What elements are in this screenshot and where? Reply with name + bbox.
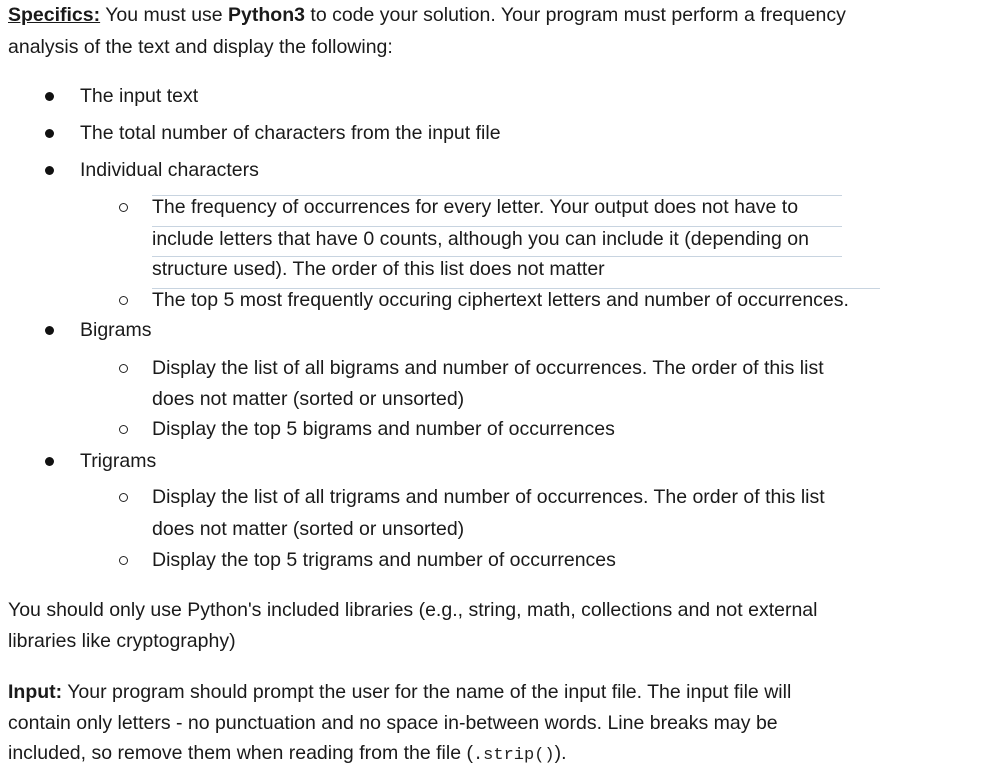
input-line-1	[8, 678, 791, 706]
sub-bullet-circle	[119, 296, 128, 305]
trigrams-sub1-line1: Display the list of all trigrams and number of occurrences. The order of this list	[152, 486, 825, 508]
trigrams-sub1-line2: does not matter (sorted or unsorted)	[152, 518, 465, 540]
specifics-line-1	[8, 1, 846, 29]
sub-bullet-circle	[119, 364, 128, 373]
bullet-trigrams: Trigrams	[80, 450, 157, 472]
sub-bullet-circle	[119, 556, 128, 565]
input-line3-end: ).	[554, 742, 567, 764]
sub-bullet-circle	[119, 493, 128, 502]
trigrams-sub2: Display the top 5 trigrams and number of occurrences	[152, 549, 616, 571]
bigrams-sub1-line2: does not matter (sorted or unsorted)	[152, 388, 465, 410]
strip-code: .strip()	[472, 746, 555, 765]
bullet-dot	[45, 129, 54, 138]
bullet-bigrams: Bigrams	[80, 319, 152, 341]
sub-bullet-circle	[119, 203, 128, 212]
specifics-heading: Specifics:	[8, 4, 101, 26]
input-heading: Input:	[8, 681, 63, 703]
bullet-dot	[45, 326, 54, 335]
python3-label: Python3	[228, 4, 305, 26]
libraries-line-2: libraries like cryptography)	[8, 630, 236, 652]
individual-sub2: The top 5 most frequently occuring ciphertext letters and number of occurrences.	[152, 289, 849, 311]
individual-sub1-line1: The frequency of occurrences for every letter. Your output does not have to	[152, 196, 799, 218]
sub-bullet-circle	[119, 425, 128, 434]
bullet-input-text: The input text	[80, 85, 199, 107]
individual-sub1-line2: include letters that have 0 counts, although you can include it (depending on	[152, 228, 809, 250]
specifics-intro-part2: to code your solution. Your program must perform a frequency	[304, 4, 846, 26]
bullet-dot	[45, 166, 54, 175]
individual-sub1-line3: structure used). The order of this list does not matter	[152, 258, 605, 280]
specifics-line-2: analysis of the text and display the following:	[8, 36, 393, 58]
bullet-dot	[45, 92, 54, 101]
libraries-line-1: You should only use Python's included libraries (e.g., string, math, collections and not external	[8, 599, 818, 621]
input-line-2: contain only letters - no punctuation and no space in-between words. Line breaks may be	[8, 712, 778, 734]
bigrams-sub1-line1: Display the list of all bigrams and number of occurrences. The order of this list	[152, 357, 824, 379]
input-line-3	[8, 739, 567, 770]
bullet-dot	[45, 457, 54, 466]
input-line1-rest: Your program should prompt the user for the name of the input file. The input file will	[62, 681, 792, 703]
bullet-total-chars: The total number of characters from the input file	[80, 122, 501, 144]
input-line3-start: included, so remove them when reading from the file (	[8, 742, 473, 764]
specifics-intro-part1: You must use	[100, 4, 229, 26]
bullet-individual-chars: Individual characters	[80, 159, 259, 181]
bigrams-sub2: Display the top 5 bigrams and number of occurrences	[152, 418, 615, 440]
